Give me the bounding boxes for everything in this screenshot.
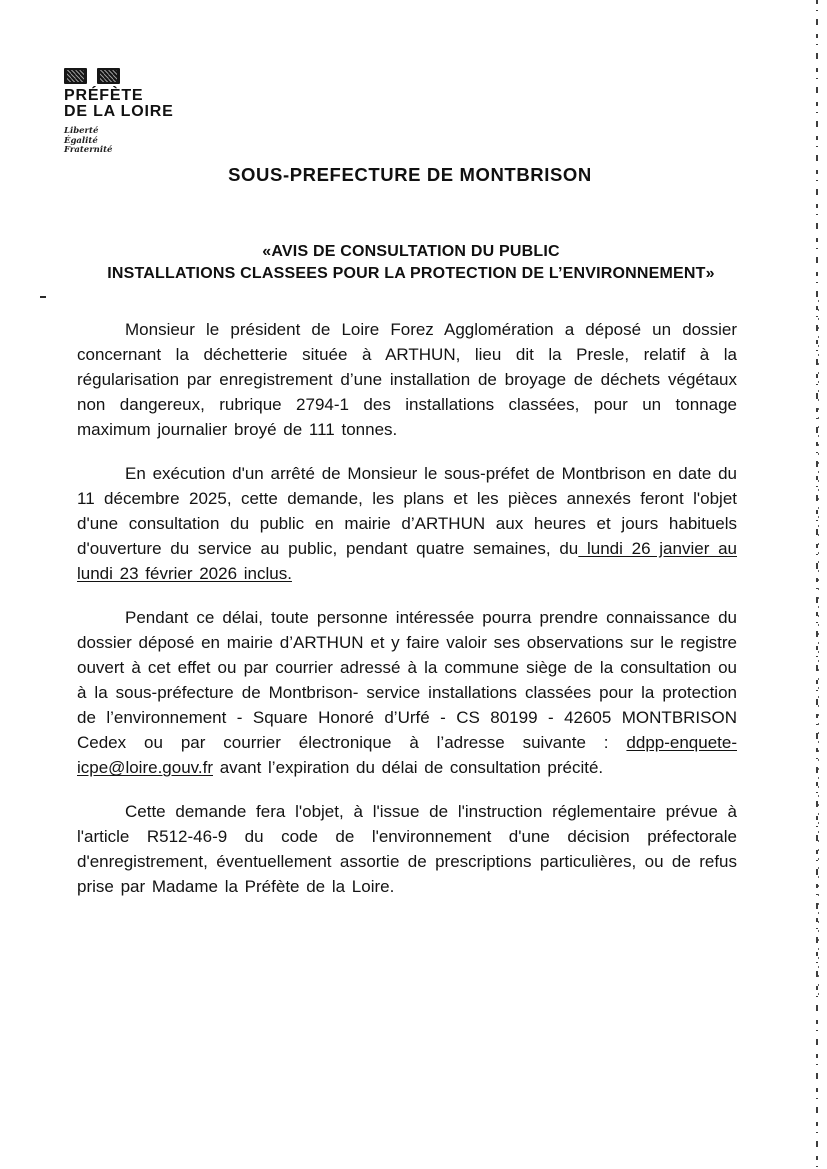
paragraph-observations-text2: avant l’expiration du délai de consultation précité. [213,758,604,777]
marianne-emblem-right-icon [97,68,120,84]
logo-institution-line2: DE LA LOIRE [64,103,174,120]
paragraph-observations [77,605,737,780]
prefecture-logo [64,68,174,156]
notice-subtitle-line1: «AVIS DE CONSULTATION DU PUBLIC [262,243,560,260]
paragraph-dossier [77,317,737,442]
scan-artifact-right-line-secondary [818,300,819,1000]
paragraph-decision-text: Cette demande fera l'objet, à l'issue de l'instruction réglementaire prévue à l'article R512-46-9 du code de l'environnement d'une décision préfectorale d'enregistrement, éventuellement assortie de prescriptions particulières, ou de refus prise par Madame la Préfète de la Loire. [77,802,737,896]
paragraph-observations-text1: Pendant ce délai, toute personne intéressée pourra prendre connaissance du dossier déposé en mairie d’ARTHUN et y faire valoir ses observations sur le registre ouvert à cet effet ou par courrier adressé à la commune siège de la consultation ou à la sous-préfecture de Montbrison- service installations classées pour la protection de l’environnement - Square Honoré d’Urfé - CS 80199 - 42605 MONTBRISON Cedex ou par courrier électronique à l’adresse suivante : [77,608,737,752]
notice-subtitle-line2: INSTALLATIONS CLASSEES POUR LA PROTECTION DE L’ENVIRONNEMENT» [107,265,715,282]
logo-emblems [64,68,174,84]
page-title: SOUS-PREFECTURE DE MONTBRISON [228,164,592,185]
motto-egalite: Égalité [64,135,98,146]
paragraph-consultation-text: En exécution d'un arrêté de Monsieur le sous-préfet de Montbrison en date du 11 décembre 2025, cette demande, les plans et les pièces annexés feront l'objet d'une consultation du public en mairie d’ARTHUN aux heures et jours habituels d'ouverture du service au public, pendant quatre semaines, du [77,464,737,558]
paragraph-dossier-text: Monsieur le président de Loire Forez Agglomération a déposé un dossier concernant la déchetterie située à ARTHUN, lieu dit la Presle, relatif à la régularisation par enregistrement d’une installation de broyage de déchets végétaux non dangereux, rubrique 2794-1 des installations classées, pour un tonnage maximum journalier broyé de 111 tonnes. [77,320,737,439]
email-address: ddpp-enquete-icpe@loire.gouv.fr [77,733,737,777]
logo-institution-line1: PRÉFÈTE [64,87,144,104]
logo-motto [64,127,174,156]
motto-fraternite: Fraternité [64,145,113,155]
motto-liberte: Liberté [64,126,99,136]
notice-subtitle [75,241,747,285]
marianne-emblem-left-icon [64,68,87,84]
scan-artifact-left-dash [40,296,46,298]
consultation-period-underlined: lundi 26 janvier au lundi 23 février 2026 inclus. [77,539,737,583]
notice-body [77,317,737,918]
paragraph-consultation-dates [77,461,737,586]
paragraph-decision [77,799,737,899]
